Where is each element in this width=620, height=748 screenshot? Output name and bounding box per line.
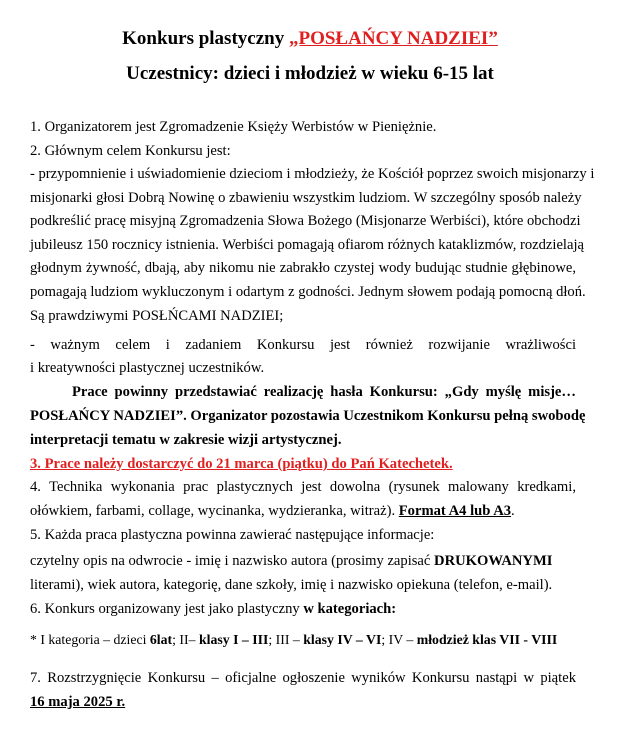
emphasis-text: 6lat [149, 632, 173, 647]
emphasis-text: w kategoriach: [303, 601, 397, 617]
document-subtitle: Uczestnicy: dzieci i młodzież w wieku 6-15 lat [126, 63, 494, 84]
paragraph-line: podkreślić pracę misyjną Zgromadzenia Słowa Bożego (Misjonarze Werbiści), które obchodzi [30, 213, 581, 229]
emphasis-text: młodzież klas VII - VIII [416, 632, 558, 647]
paragraph-line: pomagają ludziom wykluczonym i odartym z godności. Jednym słowem podają pomocną dłoń. [30, 284, 586, 300]
line-text: czytelny opis na odwrocie - imię i nazwisko autora (prosimy zapisać [30, 553, 435, 569]
categories-line [30, 630, 576, 650]
bold-paragraph-line: interpretacji tematu w zakresie wizji artystycznej. [30, 432, 342, 448]
bold-paragraph-line: Prace powinny przedstawiać realizację hasła Konkursu: „Gdy myślę misje… [72, 384, 576, 400]
title-prefix: Konkurs plastyczny [122, 28, 289, 49]
paragraph-line: głodnym żywność, dbają, aby nikomu nie zabrakło czystej wody budując studnie głębinowe, [30, 260, 576, 276]
line-text: . [511, 503, 515, 519]
paragraph-line: misjonarki głosi Dobrą Nowinę o zbawieniu wszystkim ludziom. W szczególny sposób należy [30, 190, 582, 206]
paragraph-line [30, 551, 576, 571]
paragraph-line [30, 599, 576, 619]
paragraph-line: 7. Rozstrzygnięcie Konkursu – oficjalne ogłoszenie wyników Konkursu nastąpi w piątek [30, 670, 576, 686]
paragraph-line [30, 501, 576, 521]
line-text: ; II– [172, 632, 199, 647]
result-date: 16 maja 2025 r. [30, 694, 126, 710]
paragraph-line: 1. Organizatorem jest Zgromadzenie Księży Werbistów w Pieniężnie. [30, 119, 437, 135]
bold-paragraph-line: POSŁAŃCY NADZIEI”. Organizator pozostawia Uczestnikom Konkursu pełną swobodę [30, 408, 586, 424]
paragraph-line: 4. Technika wykonania prac plastycznych jest dowolna (rysunek malowany kredkami, [30, 479, 576, 495]
line-text: 6. Konkurs organizowany jest jako plastyczny [30, 601, 304, 617]
document-title [0, 28, 620, 50]
title-highlight: „POSŁAŃCY NADZIEI” [288, 28, 498, 49]
emphasis-text: klasy IV – VI [303, 632, 382, 647]
paragraph-line: 5. Każda praca plastyczna powinna zawierać następujące informacje: [30, 527, 435, 543]
paragraph-line: literami), wiek autora, kategorię, dane szkoły, imię i nazwisko opiekuna (telefon, e-mail). [30, 577, 553, 593]
line-text: * I kategoria – dzieci [30, 632, 150, 647]
paragraph-line: - przypomnienie i uświadomienie dzieciom i młodzieży, że Kościół poprzez swoich misjonarzy i [30, 166, 595, 182]
emphasis-text: DRUKOWANYMI [434, 553, 553, 569]
paragraph-line: Są prawdziwymi POSŁŃCAMI NADZIEI; [30, 308, 284, 324]
deadline-line: 3. Prace należy dostarczyć do 21 marca (piątku) do Pań Katechetek. [30, 456, 453, 472]
paragraph-line: - ważnym celem i zadaniem Konkursu jest również rozwijanie wrażliwości [30, 337, 576, 353]
paragraph-line: 2. Głównym celem Konkursu jest: [30, 143, 231, 159]
line-text: ołówkiem, farbami, collage, wycinanka, wydzieranka, witraż). [30, 503, 399, 519]
line-text: ; IV – [381, 632, 417, 647]
paragraph-line: jubileusz 150 rocznicy istnienia. Werbiści pomagają ofiarom różnych kataklizmów, rozdzielają [30, 237, 584, 253]
format-text: Format A4 lub A3 [398, 503, 512, 519]
paragraph-line: i kreatywności plastycznej uczestników. [30, 360, 265, 376]
line-text: ; III – [268, 632, 304, 647]
emphasis-text: klasy I – III [198, 632, 269, 647]
